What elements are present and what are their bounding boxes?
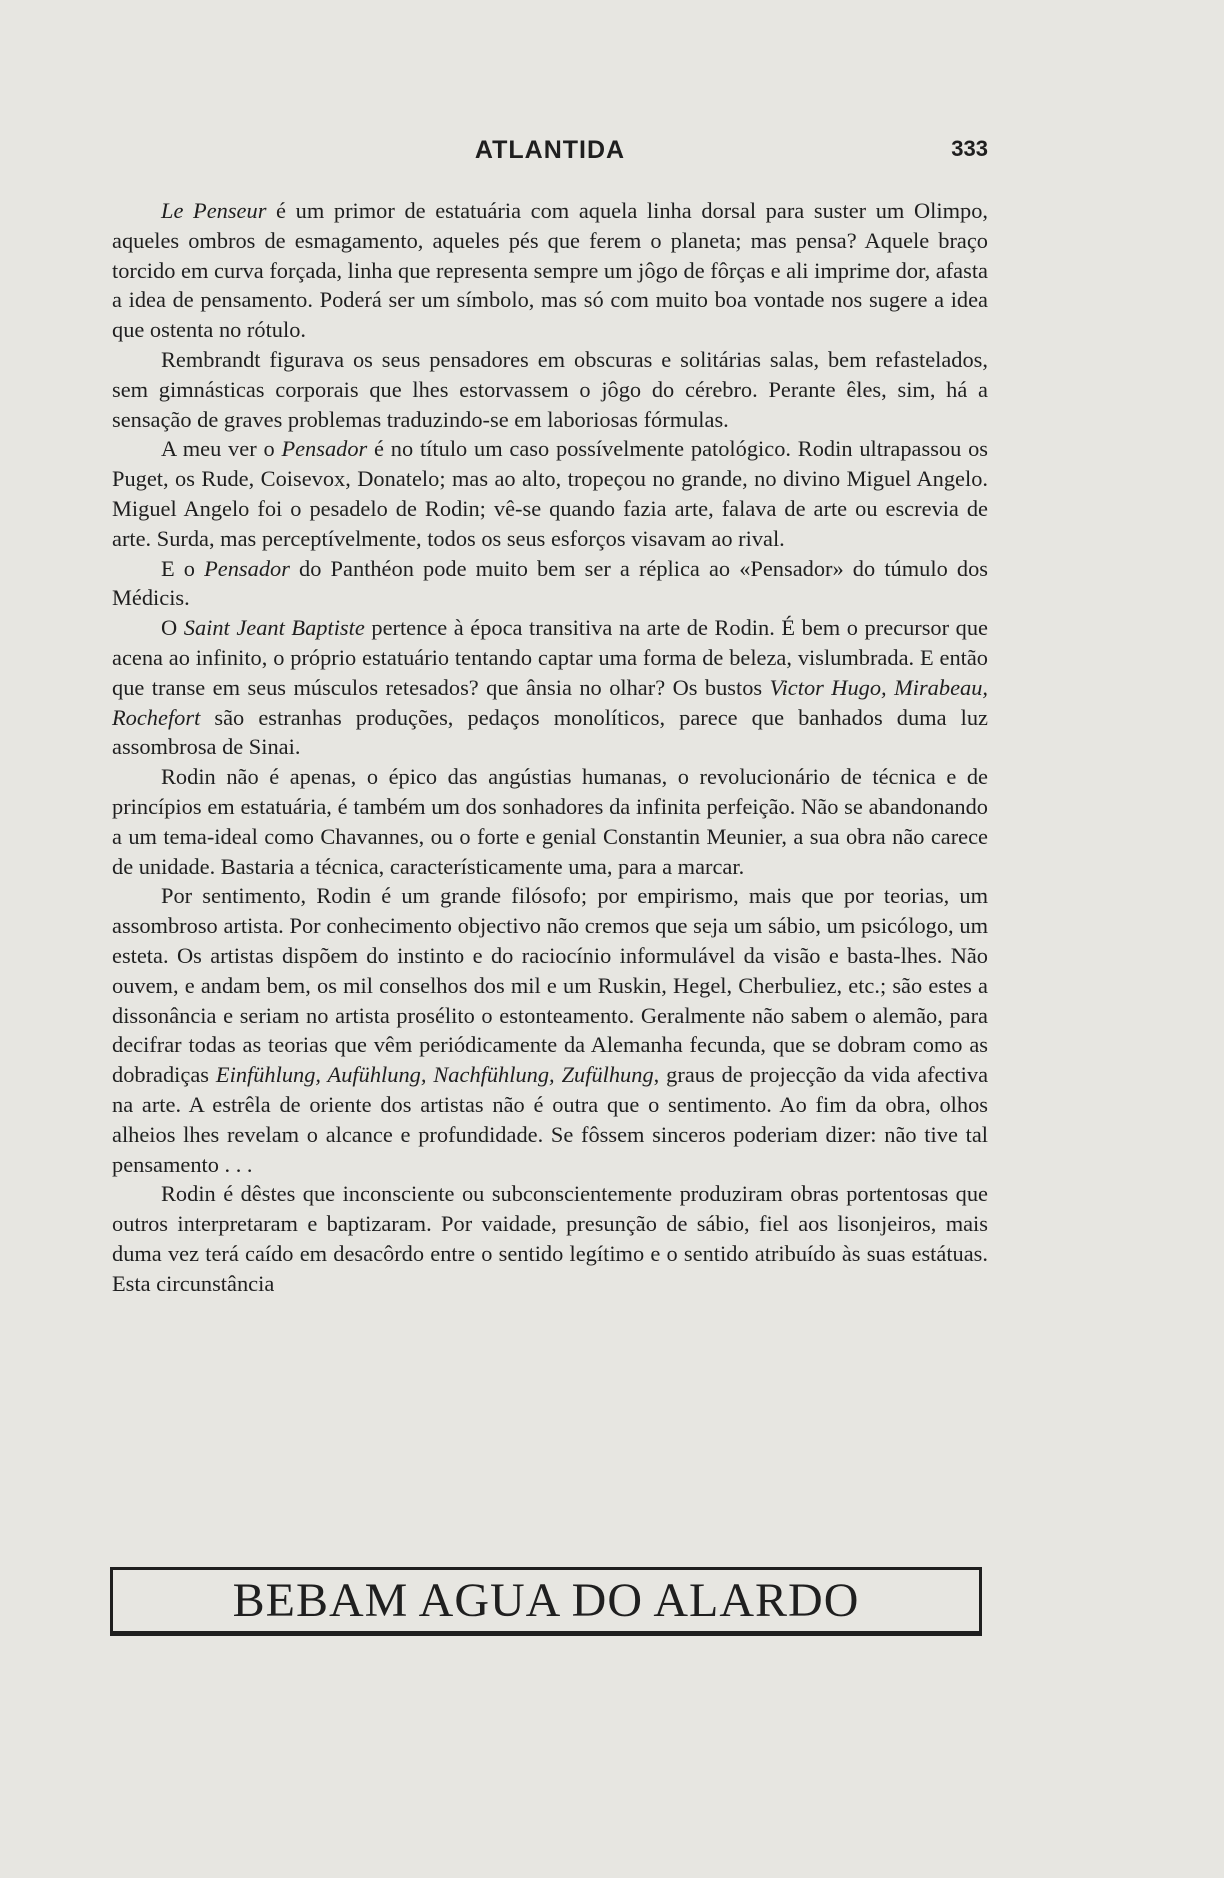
italic-title-text: Saint Jeant Baptiste <box>183 615 365 641</box>
paragraph-text: é no título um caso possívelmente patológico. Rodin ultrapassou os Puget, os Rude, Coisevox, Donatelo; mas ao alto, tropeçou no grande, no divino Miguel Angelo. Miguel Angelo foi o pesadelo de Rodin; vê-se quando fazia arte, falava de arte ou escrevia de arte. Surda, mas perceptívelmente, todos os seus esforços visavam ao rival. <box>112 436 988 551</box>
paragraph-text: A meu ver o <box>161 436 282 462</box>
paragraph-text: , graus de projecção da vida afectiva na arte. A estrêla de oriente dos artistas não é outra que o sentimento. Ao fim da obra, olhos alheios lhes revelam o alcance e profundidade. Se fôssem sinceros poderiam dizer: não tive tal pensamento . . . <box>112 1062 989 1177</box>
paragraph-text: Rodin é dêstes que inconsciente ou subconscientemente produziram obras portentosas que outros interpretaram e baptizaram. Por vaidade, presunção de sábio, fiel aos lisonjeiros, mais duma vez terá caído em desacôrdo entre o sentido legítimo e o sentido atribuído às suas estátuas. Esta circunstância <box>112 1181 988 1296</box>
paragraph-text: pertence à época transitiva na arte de Rodin. É bem o precursor que acena ao infinito, o próprio estatuário tentando captar uma forma de beleza, vislumbrada. E então que transe em seus músculos retesados? que ânsia no olhar? Os bustos <box>112 615 988 700</box>
paragraph-text: do Panthéon pode muito bem ser a réplica ao «Pensador» do túmulo dos Médicis. <box>112 555 988 611</box>
italic-title-text: Einfühlung, Aufühlung, Nachfühlung, Zufülhung <box>215 1062 654 1088</box>
paragraph-text: Rodin não é apenas, o épico das angústias humanas, o revolucionário de técnica e de princípios em estatuária, é também um dos sonhadores da infinita perfeição. Não se abandonando a um tema-ideal como Chavannes, ou o forte e genial Constantin Meunier, a sua obra não carece de unidade. Bastaria a técnica, característicamente uma, para a marcar. <box>112 764 988 879</box>
paragraph <box>112 613 988 762</box>
italic-title-text: Pensador <box>281 436 368 462</box>
paragraph <box>112 434 988 553</box>
paragraph <box>112 762 988 881</box>
page-number: 333 <box>951 136 988 161</box>
paragraph <box>112 345 988 434</box>
advertisement-text: BEBAM AGUA DO ALARDO <box>232 1574 860 1627</box>
article-body <box>112 196 988 1298</box>
paragraph <box>112 196 988 345</box>
paragraph-text: O <box>161 615 184 641</box>
italic-title-text: Pensador <box>204 555 290 581</box>
advertisement-banner <box>110 1567 982 1636</box>
italic-title-text: Le Penseur <box>161 198 267 223</box>
running-title: ATLANTIDA <box>474 136 626 164</box>
running-head <box>112 136 988 170</box>
paragraph <box>112 554 988 614</box>
paragraph-text: é um primor de estatuária com aquela linha dorsal para suster um Olimpo, aqueles ombros de esmagamento, aqueles pés que ferem o planeta; mas pensa? Aquele braço torcido em curva forçada, linha que representa sempre um jôgo de fôrças e ali imprime dor, afasta a idea de pensamento. Poderá ser um símbolo, mas só com muito boa vontade nos sugere a idea que ostenta no rótulo. <box>112 198 989 343</box>
italic-title-text: Victor Hugo, Mirabeau, Rochefort <box>112 674 988 730</box>
paragraph-text: E o <box>161 555 205 581</box>
paragraph-text: Por sentimento, Rodin é um grande filósofo; por empirismo, mais que por teorias, um assombroso artista. Por conhecimento objectivo não cremos que seja um sábio, um psicólogo, um esteta. Os artistas dispõem do instinto e do raciocínio informulável da visão e basta-lhes. Não ouvem, e andam bem, os mil conselhos dos mil e um Ruskin, Hegel, Cherbuliez, etc.; são estes a dissonância e seriam no artista prosélito o estonteamento. Geralmente não sabem o alemão, para decifrar todas as teorias que vêm periódicamente da Alemanha fecunda, que se dobram como as dobradiças <box>112 883 988 1088</box>
paragraph <box>112 881 988 1179</box>
paragraph-text: Rembrandt figurava os seus pensadores em obscuras e solitárias salas, bem refastelados, sem gimnásticas corporais que lhes estorvassem o jôgo do cérebro. Perante êles, sim, há a sensação de graves problemas traduzindo-se em laboriosas fórmulas. <box>112 346 988 432</box>
paragraph <box>112 1179 988 1298</box>
paragraph-text: são estranhas produções, pedaços monolíticos, parece que banhados duma luz assombrosa de Sinai. <box>112 704 988 760</box>
